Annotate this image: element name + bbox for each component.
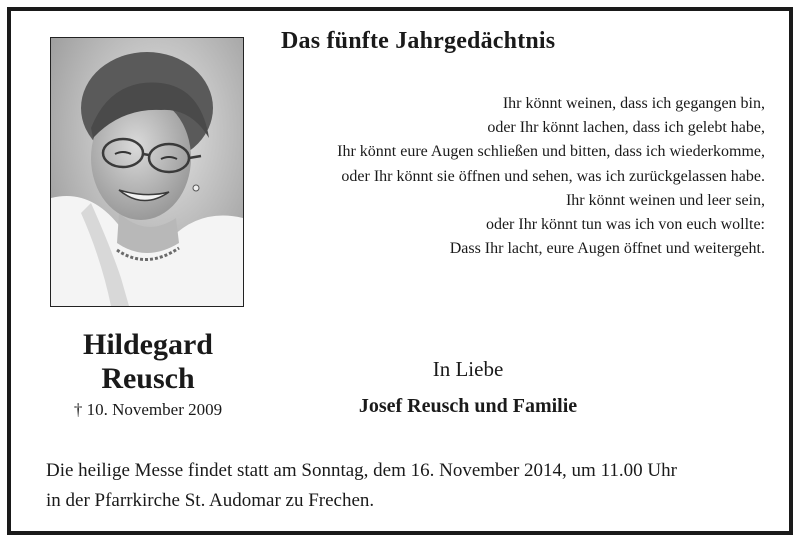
mass-line: in der Pfarrkirche St. Audomar zu Frechen. xyxy=(46,490,375,511)
deceased-last-name: Reusch xyxy=(101,362,195,395)
deceased-first-name: Hildegard xyxy=(82,328,213,361)
poem-line: Ihr könnt eure Augen schließen und bitten, dass ich wiederkomme, xyxy=(337,143,765,161)
poem-line: Ihr könnt weinen, dass ich gegangen bin, xyxy=(502,95,765,112)
family-signature: Josef Reusch und Familie xyxy=(358,395,578,417)
poem xyxy=(337,92,765,261)
poem-line: oder Ihr könnt lachen, dass ich gelebt habe, xyxy=(487,119,765,137)
poem-line: oder Ihr könnt tun was ich von euch wollte: xyxy=(485,216,765,234)
portrait-icon xyxy=(51,38,243,306)
poem-line: Ihr könnt weinen und leer sein, xyxy=(565,191,765,209)
poem-line: oder Ihr könnt sie öffnen und sehen, was ich zurückgelassen habe. xyxy=(341,167,765,185)
page-title: Das fünfte Jahrgedächtnis xyxy=(281,28,556,54)
portrait-photo xyxy=(50,37,244,307)
death-date: † 10. November 2009 xyxy=(73,400,223,419)
mass-line: Die heilige Messe findet statt am Sonntag, dem 16. November 2014, um 11.00 Uhr xyxy=(46,460,677,481)
poem-line: Dass Ihr lacht, eure Augen öffnet und weitergeht. xyxy=(449,240,765,258)
in-love-text: In Liebe xyxy=(432,357,504,381)
mass-announcement xyxy=(46,456,677,516)
